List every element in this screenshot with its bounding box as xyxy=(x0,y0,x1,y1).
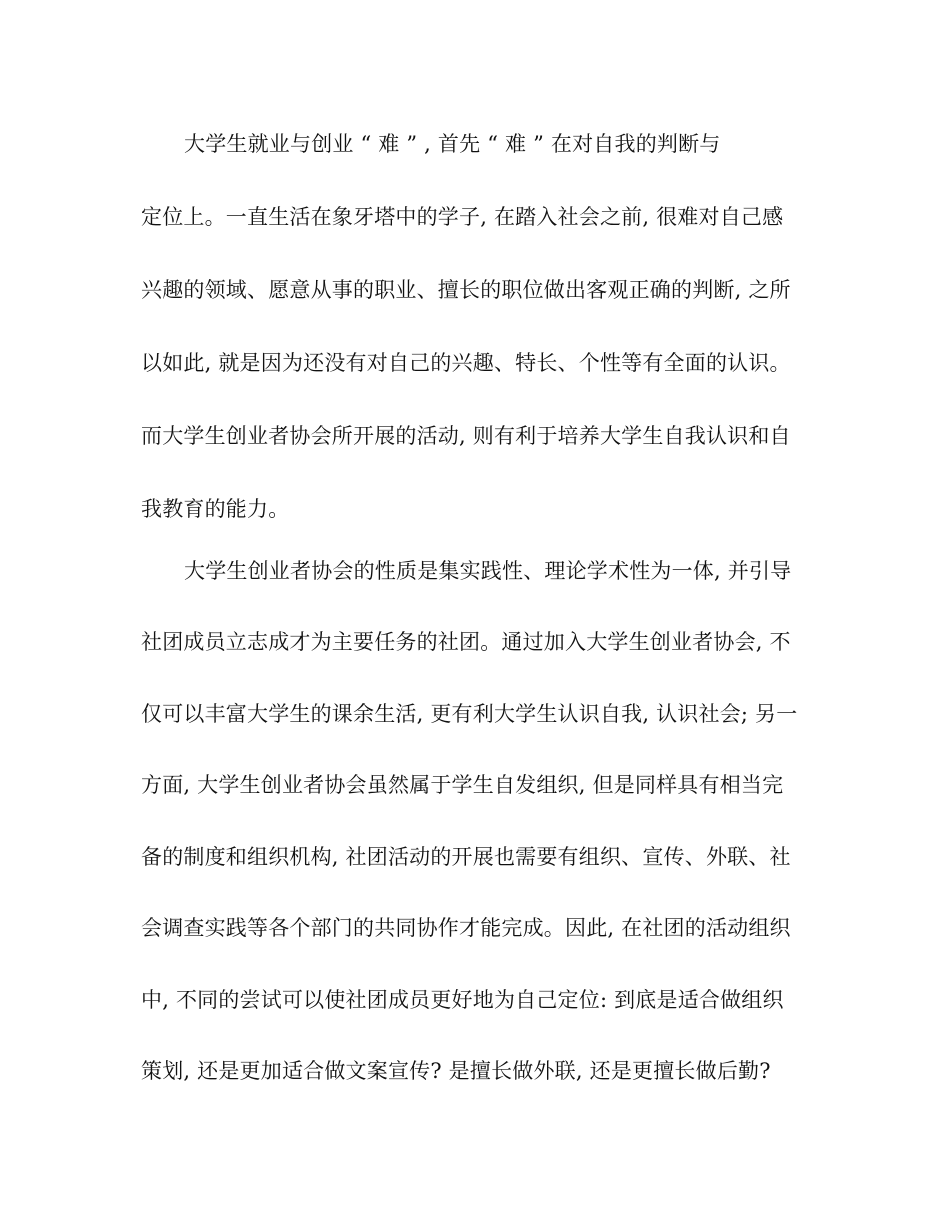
paragraph-2-line-7: 中, 不同的尝试可以使社团成员更好地为自己定位: 到底是适合做组织 xyxy=(141,988,784,1012)
paragraph-1-line-5: 而大学生创业者协会所开展的活动, 则有利于培养大学生自我认识和自 xyxy=(141,424,791,448)
paragraph-2-line-8: 策划, 还是更加适合做文案宣传? 是擅长做外联, 还是更擅长做后勤? xyxy=(141,1059,771,1083)
paragraph-1-line-4: 以如此, 就是因为还没有对自己的兴趣、特长、个性等有全面的认识。 xyxy=(141,351,791,375)
paragraph-1-line-3: 兴趣的领域、愿意从事的职业、擅长的职位做出客观正确的判断, 之所 xyxy=(141,278,791,302)
paragraph-2-line-1: 大学生创业者协会的性质是集实践性、理论学术性为一体, 并引导 xyxy=(184,559,792,583)
paragraph-1-line-1: 大学生就业与创业 “ 难 ” , 首先 “ 难 ” 在对自我的判断与 xyxy=(184,132,721,156)
paragraph-2-line-4: 方面, 大学生创业者协会虽然属于学生自发组织, 但是同样具有相当完 xyxy=(141,773,784,797)
paragraph-2-line-2: 社团成员立志成才为主要任务的社团。通过加入大学生创业者协会, 不 xyxy=(141,630,791,654)
paragraph-2-line-3: 仅可以丰富大学生的课余生活, 更有利大学生认识自我, 认识社会; 另一 xyxy=(141,702,798,726)
paragraph-2-line-5: 备的制度和组织机构, 社团活动的开展也需要有组织、宣传、外联、社 xyxy=(141,845,791,869)
paragraph-1-line-2: 定位上。一直生活在象牙塔中的学子, 在踏入社会之前, 很难对自己感 xyxy=(141,205,784,229)
paragraph-2-line-6: 会调查实践等各个部门的共同协作才能完成。因此, 在社团的活动组织 xyxy=(141,916,791,940)
paragraph-1-line-6: 我教育的能力。 xyxy=(141,497,290,521)
